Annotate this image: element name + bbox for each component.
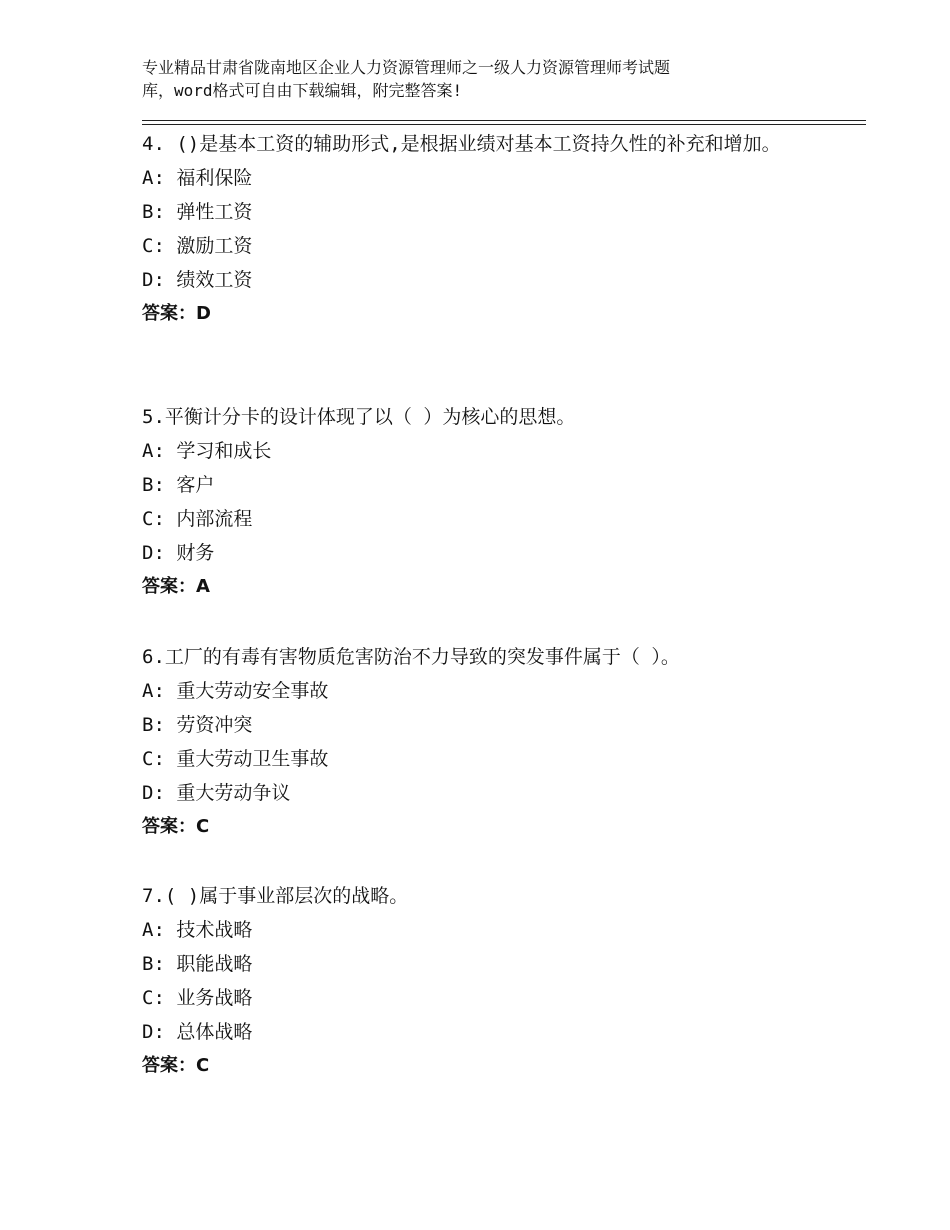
answer-label: 答案：A — [142, 576, 210, 597]
option-d: D: 绩效工资 — [142, 269, 253, 291]
header-divider-bottom — [142, 124, 866, 125]
question-6 — [142, 640, 822, 844]
header-line-2: 库，word格式可自由下载编辑，附完整答案! — [142, 81, 463, 100]
option-b: B: 劳资冲突 — [142, 714, 253, 736]
question-4 — [142, 127, 802, 331]
option-a: A: 学习和成长 — [142, 440, 272, 462]
question-stem: 5.平衡计分卡的设计体现了以（ ）为核心的思想。 — [142, 406, 576, 428]
answer-label: 答案：C — [142, 816, 210, 837]
question-stem: 7.( )属于事业部层次的战略。 — [142, 885, 409, 907]
option-b: B: 职能战略 — [142, 953, 253, 975]
option-d: D: 总体战略 — [142, 1021, 253, 1043]
option-b: B: 弹性工资 — [142, 201, 253, 223]
header-divider-top — [142, 120, 866, 121]
document-header — [142, 56, 862, 102]
question-7 — [142, 879, 822, 1083]
question-5 — [142, 400, 822, 604]
question-stem: 4. ()是基本工资的辅助形式,是根据业绩对基本工资持久性的补充和增加。 — [142, 133, 781, 155]
answer-label: 答案：D — [142, 303, 211, 324]
option-a: A: 福利保险 — [142, 167, 253, 189]
answer-label: 答案：C — [142, 1055, 210, 1076]
option-b: B: 客户 — [142, 474, 215, 496]
option-c: C: 内部流程 — [142, 508, 253, 530]
option-c: C: 重大劳动卫生事故 — [142, 748, 329, 770]
option-a: A: 重大劳动安全事故 — [142, 680, 329, 702]
option-c: C: 激励工资 — [142, 235, 253, 257]
option-a: A: 技术战略 — [142, 919, 253, 941]
option-d: D: 财务 — [142, 542, 215, 564]
option-c: C: 业务战略 — [142, 987, 253, 1009]
option-d: D: 重大劳动争议 — [142, 782, 291, 804]
question-stem: 6.工厂的有毒有害物质危害防治不力导致的突发事件属于（ ）。 — [142, 646, 680, 668]
header-line-1: 专业精品甘肃省陇南地区企业人力资源管理师之一级人力资源管理师考试题 — [142, 58, 671, 77]
